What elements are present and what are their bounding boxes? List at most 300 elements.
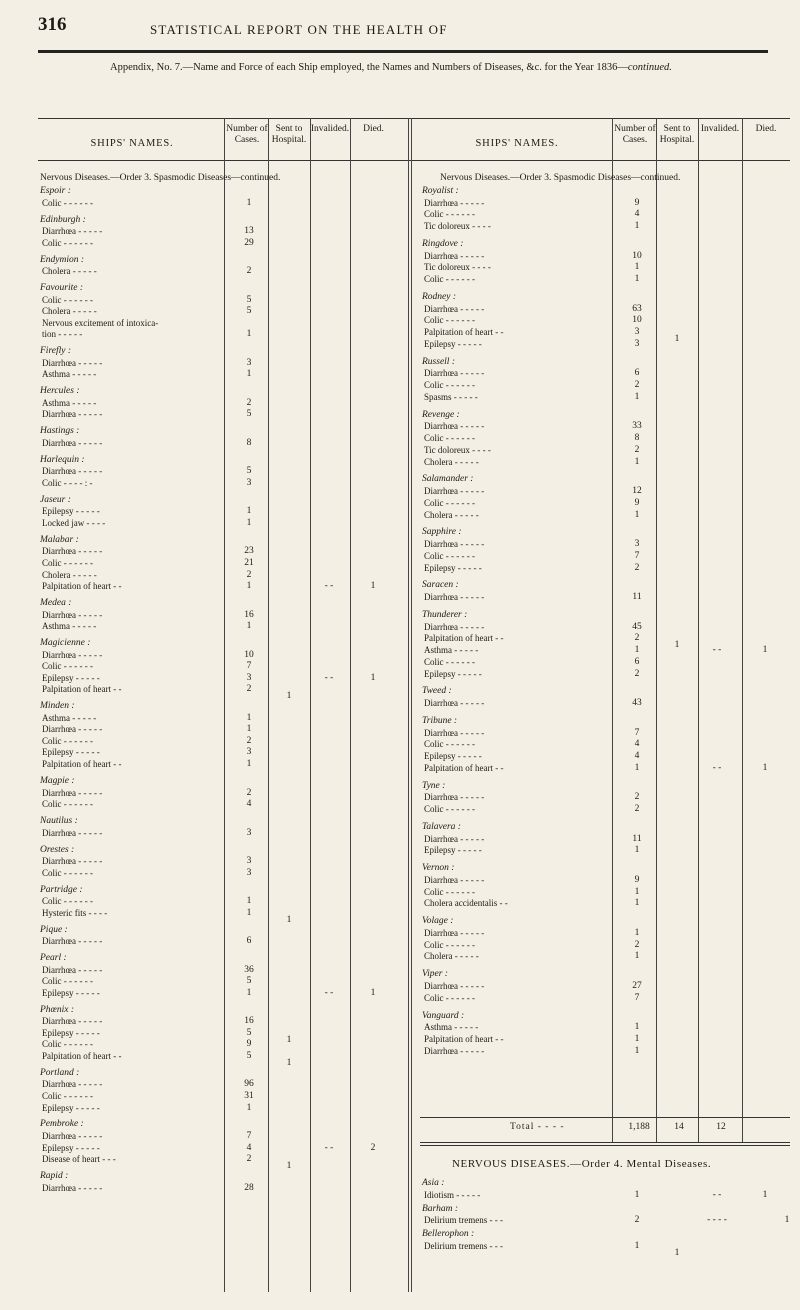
- right-disease-row: Colic - - - - - -: [424, 939, 475, 950]
- left-disease-row: Diarrhœa - - - - -: [42, 724, 103, 735]
- right-ship-name: Thunderer :: [422, 610, 468, 620]
- right-cases-value: 2: [634, 668, 640, 679]
- right-col-rule-2: [698, 118, 699, 1142]
- right-header-cases: Number of Cases.: [614, 124, 656, 145]
- right-disease-row: Diarrhœa - - - - -: [424, 592, 485, 603]
- left-ship-name: Minden :: [40, 701, 75, 712]
- right-cases-value: 2: [634, 562, 640, 573]
- left-ship-name: Malabar :: [40, 534, 79, 545]
- left-hospital-value: 1: [286, 1034, 292, 1045]
- left-cases-value: 4: [246, 799, 252, 810]
- left-header-invalided: Invalided.: [310, 124, 350, 134]
- right-disease-row: Epilepsy - - - - -: [424, 338, 482, 349]
- total-cases: 1,188: [628, 1122, 650, 1132]
- right-header-ships: SHIPS' NAMES.: [475, 138, 559, 149]
- left-invalided-value: - -: [324, 581, 334, 592]
- left-cases-value: 16: [244, 1016, 254, 1027]
- left-disease-row: Diarrhœa - - - - -: [42, 936, 103, 947]
- right-cases-value: 10: [632, 250, 642, 261]
- right-cases-value: 1: [634, 898, 640, 909]
- left-cases-value: 1: [246, 581, 252, 592]
- right-ship-name: Volage :: [422, 916, 454, 927]
- left-disease-row: Diarrhœa - - - - -: [42, 409, 103, 420]
- right-disease-row: Colic - - - - - -: [424, 992, 475, 1003]
- order4-ship-name: Asia :: [422, 1178, 445, 1188]
- center-divider: [408, 118, 409, 1292]
- left-disease-row: Colic - - - - - -: [42, 735, 93, 746]
- right-disease-row: Epilepsy - - - - -: [424, 751, 482, 762]
- left-disease-row: Colic - - - - - -: [42, 661, 93, 672]
- right-disease-row: Tic doloreux - - - -: [424, 444, 491, 455]
- right-header-died: Died.: [755, 124, 777, 134]
- left-col-rule-3: [350, 118, 351, 1292]
- left-cases-value: 31: [244, 1090, 254, 1101]
- subtitle-cont: continued.: [627, 62, 672, 73]
- left-disease-row: Colic - - - - - -: [42, 558, 93, 568]
- left-header-hospital: Sent to Hospital.: [271, 124, 307, 145]
- order4-invalided-value: - -: [712, 1189, 722, 1200]
- right-disease-row: Epilepsy - - - - -: [424, 562, 482, 573]
- right-ship-name: Rodney :: [422, 292, 457, 302]
- left-cases-value: 5: [246, 306, 252, 317]
- left-ship-name: Magicienne :: [40, 638, 91, 649]
- left-cases-value: 2: [246, 569, 252, 580]
- right-disease-row: Diarrhœa - - - - -: [424, 303, 485, 314]
- left-disease-row: Asthma - - - - -: [42, 712, 97, 723]
- left-ship-name: Harlequin :: [40, 454, 85, 465]
- left-cases-value: 1: [246, 724, 252, 735]
- right-cases-value: 10: [632, 315, 642, 326]
- left-col-rule-0: [224, 118, 225, 1292]
- left-hospital-value: 1: [286, 1161, 292, 1172]
- right-header-hospital: Sent to Hospital.: [659, 124, 695, 145]
- right-ship-name: Russell :: [422, 356, 455, 367]
- right-disease-row: Epilepsy - - - - -: [424, 668, 482, 679]
- right-cases-value: 2: [634, 792, 640, 803]
- left-ship-name: Jaseur :: [40, 494, 71, 505]
- left-cases-value: 5: [246, 294, 252, 305]
- left-died-value: 2: [370, 1142, 376, 1153]
- left-disease-row: Colic - - - - - -: [42, 294, 93, 305]
- left-section-heading: Nervous Diseases.—Order 3. Spasmodic Diseases—continued.: [40, 173, 281, 183]
- right-cases-value: 7: [634, 550, 640, 561]
- left-died-value: 1: [370, 987, 376, 998]
- left-disease-row: Epilepsy - - - - -: [42, 1102, 100, 1113]
- left-ship-name: Orestes :: [40, 844, 75, 855]
- right-disease-row: Diarrhœa - - - - -: [424, 792, 485, 803]
- left-ship-name: Rapid :: [40, 1171, 69, 1182]
- right-cases-value: 1: [634, 274, 640, 285]
- left-ship-name: Portland :: [40, 1067, 80, 1078]
- right-ship-name: Vernon :: [422, 863, 455, 874]
- left-cases-value: 28: [244, 1182, 254, 1193]
- left-disease-row: Locked jaw - - - -: [42, 517, 106, 528]
- order4-heading: NERVOUS DISEASES.—Order 4. Mental Diseases.: [452, 1158, 712, 1170]
- right-died-value: 1: [762, 762, 768, 773]
- running-head: STATISTICAL REPORT ON THE HEALTH OF: [150, 22, 448, 37]
- right-cases-value: 4: [634, 209, 640, 220]
- left-disease-row: Diarrhœa - - - - -: [42, 649, 103, 660]
- left-ship-name: Pearl :: [40, 953, 67, 964]
- right-cases-value: 63: [632, 303, 642, 314]
- right-ship-name: Saracen :: [422, 580, 459, 591]
- right-cases-value: 7: [634, 727, 640, 738]
- left-cases-value: 1: [246, 621, 252, 632]
- right-died-value: 1: [762, 645, 768, 656]
- right-cases-value: 1: [634, 391, 640, 402]
- order4-ship-name: Bellerophon :: [422, 1229, 475, 1240]
- right-disease-row: Colic - - - - - -: [424, 209, 475, 220]
- left-disease-row: Colic - - - - - -: [42, 237, 93, 248]
- right-cases-value: 33: [632, 421, 642, 432]
- left-cases-value: 3: [246, 357, 252, 368]
- left-cases-value: 1: [246, 197, 252, 208]
- left-disease-row: Diarrhœa - - - - -: [42, 1079, 103, 1090]
- right-disease-row: Diarrhœa - - - - -: [424, 875, 485, 885]
- left-disease-row: Colic - - - - - -: [42, 799, 93, 810]
- right-ship-name: Royalist :: [422, 186, 459, 196]
- left-disease-row: Epilepsy - - - - -: [42, 1027, 100, 1038]
- right-disease-row: Colic - - - - - -: [424, 380, 475, 391]
- right-header-invalided: Invalided.: [700, 124, 740, 134]
- right-cases-value: 7: [634, 992, 640, 1003]
- right-ship-name: Talavera :: [422, 822, 461, 832]
- right-cases-value: 1: [634, 845, 640, 856]
- right-disease-row: Diarrhœa - - - - -: [424, 621, 485, 632]
- right-cases-value: 1: [634, 928, 640, 938]
- left-disease-row: Palpitation of heart - -: [42, 759, 122, 769]
- left-cases-value: 1: [246, 369, 252, 380]
- right-cases-value: 9: [634, 875, 640, 885]
- left-cases-value: 8: [246, 437, 252, 448]
- right-invalided-value: - -: [712, 762, 722, 773]
- left-ship-name: Nautilus :: [40, 816, 78, 826]
- right-invalided-value: - -: [712, 645, 722, 656]
- left-disease-row: Diarrhœa - - - - -: [42, 437, 103, 448]
- right-disease-row: Asthma - - - - -: [424, 1022, 479, 1033]
- right-cases-value: 1: [634, 951, 640, 962]
- page-number: 316: [38, 14, 67, 35]
- right-disease-row: Spasms - - - - -: [424, 391, 478, 402]
- left-disease-row: Epilepsy - - - - -: [42, 747, 100, 758]
- left-header-ships: SHIPS' NAMES.: [90, 138, 174, 149]
- order4-died-value-extra: 1: [784, 1215, 790, 1226]
- left-ship-name: Medea :: [40, 598, 72, 609]
- right-disease-row: Colic - - - - - -: [424, 315, 475, 326]
- left-cases-value: 36: [244, 964, 254, 975]
- left-disease-row: Epilepsy - - - - -: [42, 987, 100, 998]
- right-disease-row: Palpitation of heart - -: [424, 327, 504, 338]
- order4-cases-value: 2: [634, 1215, 640, 1226]
- right-cases-value: 11: [632, 833, 642, 844]
- center-divider-2: [411, 118, 412, 1292]
- left-disease-row: Disease of heart - - -: [42, 1154, 116, 1165]
- left-ship-name: Hastings :: [40, 426, 80, 437]
- right-disease-row: Diarrhœa - - - - -: [424, 421, 485, 432]
- subtitle-appendix: Appendix, No. 7.: [110, 62, 183, 73]
- right-disease-row: Diarrhœa - - - - -: [424, 727, 485, 738]
- left-ship-name: Edinburgh :: [40, 214, 86, 225]
- right-disease-row: Colic - - - - - -: [424, 886, 475, 897]
- left-disease-row: Diarrhœa - - - - -: [42, 546, 103, 557]
- subtitle: [110, 62, 672, 73]
- right-disease-row: Diarrhœa - - - - -: [424, 981, 485, 991]
- right-section-heading: Nervous Diseases.—Order 3. Spasmodic Diseases—continued.: [440, 173, 681, 183]
- left-cases-value: 2: [246, 1154, 252, 1165]
- right-disease-row: Diarrhœa - - - - -: [424, 197, 485, 208]
- right-cases-value: 6: [634, 656, 640, 667]
- left-disease-row: Colic - - - - - -: [42, 976, 93, 987]
- right-cases-value: 9: [634, 197, 640, 208]
- left-disease-row: Hysteric fits - - - -: [42, 907, 108, 918]
- right-cases-value: 1: [634, 762, 640, 773]
- left-invalided-value: - -: [324, 987, 334, 998]
- left-disease-row: Colic - - - - - -: [42, 1090, 93, 1101]
- right-ship-name: Revenge :: [422, 409, 460, 420]
- left-cases-value: 2: [246, 787, 252, 798]
- table-top-rule: [38, 118, 790, 119]
- total-bottom-rule-2: [420, 1145, 790, 1146]
- left-invalided-value: - -: [324, 672, 334, 683]
- right-ship-name: Tweed :: [422, 686, 452, 697]
- left-disease-row: Colic - - - - - -: [42, 1039, 93, 1050]
- left-cases-value: 9: [246, 1039, 252, 1050]
- right-cases-value: 3: [634, 327, 640, 338]
- left-invalided-value: - -: [324, 1142, 334, 1153]
- right-cases-value: 3: [634, 338, 640, 349]
- left-ship-name: Endymion :: [40, 254, 85, 265]
- left-disease-row: Diarrhœa - - - - -: [42, 1016, 103, 1027]
- right-disease-row: Cholera accidentalis - -: [424, 898, 508, 909]
- right-cases-value: 3: [634, 539, 640, 550]
- right-hospital-value: 1: [674, 334, 680, 345]
- right-cases-value: 2: [634, 444, 640, 455]
- right-disease-row: Colic - - - - - -: [424, 656, 475, 667]
- order4-disease-row: Delirium tremens - - -: [424, 1215, 503, 1226]
- right-cases-value: 1: [634, 456, 640, 467]
- right-disease-row: Epilepsy - - - - -: [424, 845, 482, 856]
- right-cases-value: 2: [634, 804, 640, 815]
- left-disease-row: Diarrhœa - - - - -: [42, 856, 103, 867]
- left-cases-value: 10: [244, 649, 254, 660]
- left-cases-value: 13: [244, 226, 254, 237]
- left-hospital-value: 1: [286, 1057, 292, 1068]
- left-cases-value: 1: [246, 517, 252, 528]
- left-cases-value: 7: [246, 1131, 252, 1141]
- left-ship-name: Pique :: [40, 924, 68, 935]
- left-disease-row: Nervous excitement of intoxica-: [42, 317, 159, 328]
- order4-died-value: 1: [762, 1189, 768, 1200]
- right-disease-row: Colic - - - - - -: [424, 550, 475, 561]
- left-ship-name: Pembroke :: [40, 1119, 84, 1130]
- left-disease-row: Epilepsy - - - - -: [42, 506, 100, 517]
- order4-disease-row: Delirium tremens - - -: [424, 1241, 503, 1251]
- left-cases-value: 7: [246, 661, 252, 672]
- right-cases-value: 4: [634, 751, 640, 762]
- total-invalided: 12: [716, 1122, 726, 1132]
- right-cases-value: 1: [634, 1045, 640, 1056]
- right-col-rule-0: [612, 118, 613, 1142]
- left-cases-value: 96: [244, 1079, 254, 1090]
- left-disease-row: Colic - - - - - -: [42, 867, 93, 878]
- right-cases-value: 2: [634, 939, 640, 950]
- left-disease-row: Colic - - - - : -: [42, 477, 93, 488]
- left-cases-value: 5: [246, 409, 252, 420]
- left-ship-name: Favourite :: [40, 283, 84, 294]
- right-cases-value: 1: [634, 221, 640, 232]
- left-disease-row: Diarrhœa - - - - -: [42, 827, 103, 838]
- left-disease-row: Cholera - - - - -: [42, 306, 97, 317]
- right-ship-name: Salamander :: [422, 474, 474, 485]
- right-disease-row: Palpitation of heart - -: [424, 762, 504, 773]
- left-cases-value: 3: [246, 747, 252, 758]
- left-disease-row: Diarrhœa - - - - -: [42, 787, 103, 798]
- left-cases-value: 1: [246, 987, 252, 998]
- left-cases-value: 3: [246, 856, 252, 867]
- right-disease-row: Diarrhœa - - - - -: [424, 250, 485, 261]
- order4-cases-value: 1: [634, 1189, 640, 1200]
- left-cases-value: 4: [246, 1142, 252, 1153]
- left-disease-row: Diarrhœa - - - - -: [42, 226, 103, 237]
- left-disease-row: Colic - - - - - -: [42, 896, 93, 907]
- left-cases-value: 5: [246, 466, 252, 477]
- order4-disease-row: Idiotism - - - - -: [424, 1189, 481, 1200]
- right-ship-name: Tribune :: [422, 716, 458, 726]
- right-cases-value: 2: [634, 633, 640, 644]
- right-ship-name: Vanguard :: [422, 1010, 465, 1021]
- left-disease-row: Colic - - - - - -: [42, 197, 93, 208]
- order4-ship-name: Barham :: [422, 1203, 458, 1214]
- right-disease-row: Colic - - - - - -: [424, 497, 475, 508]
- left-disease-row: Diarrhœa - - - - -: [42, 466, 103, 477]
- right-cases-value: 1: [634, 262, 640, 273]
- right-cases-value: 45: [632, 621, 642, 632]
- right-cases-value: 1: [634, 645, 640, 656]
- left-cases-value: 2: [246, 266, 252, 277]
- left-disease-row: Asthma - - - - -: [42, 621, 97, 632]
- left-col-rule-2: [310, 118, 311, 1292]
- left-disease-row: Cholera - - - - -: [42, 266, 97, 277]
- left-cases-value: 5: [246, 1027, 252, 1038]
- right-disease-row: Diarrhœa - - - - -: [424, 698, 485, 709]
- left-disease-row: Epilepsy - - - - -: [42, 1142, 100, 1153]
- left-col-rule-1: [268, 118, 269, 1292]
- left-cases-value: 3: [246, 827, 252, 838]
- left-cases-value: 1: [246, 907, 252, 918]
- right-cases-value: 1: [634, 886, 640, 897]
- right-disease-row: Cholera - - - - -: [424, 509, 479, 520]
- right-disease-row: Tic doloreux - - - -: [424, 262, 491, 273]
- total-bottom-rule: [420, 1142, 790, 1143]
- right-cases-value: 6: [634, 368, 640, 379]
- right-disease-row: Colic - - - - - -: [424, 804, 475, 815]
- right-cases-value: 2: [634, 380, 640, 391]
- left-cases-value: 3: [246, 672, 252, 683]
- left-disease-row: tion - - - - -: [42, 329, 83, 340]
- left-disease-row: Palpitation of heart - -: [42, 581, 122, 592]
- total-label: Total - - - -: [510, 1122, 565, 1132]
- right-cases-value: 1: [634, 1022, 640, 1033]
- right-cases-value: 9: [634, 497, 640, 508]
- right-disease-row: Palpitation of heart - -: [424, 633, 504, 644]
- left-disease-row: Asthma - - - - -: [42, 369, 97, 380]
- top-rule: [38, 50, 768, 53]
- table-header-rule: [38, 160, 790, 161]
- right-disease-row: Diarrhœa - - - - -: [424, 486, 485, 497]
- order4-hospital-value: 1: [674, 1248, 680, 1258]
- left-ship-name: Phœnix :: [40, 1004, 75, 1015]
- right-disease-row: Colic - - - - - -: [424, 739, 475, 750]
- left-disease-row: Diarrhœa - - - - -: [42, 357, 103, 368]
- right-cases-value: 1: [634, 1034, 640, 1044]
- left-cases-value: 5: [246, 1050, 252, 1061]
- right-ship-name: Tyne :: [422, 780, 446, 791]
- total-hospital: 14: [674, 1122, 684, 1132]
- right-disease-row: Diarrhœa - - - - -: [424, 833, 485, 844]
- right-disease-row: Asthma - - - - -: [424, 645, 479, 656]
- left-cases-value: 1: [246, 712, 252, 723]
- right-disease-row: Diarrhœa - - - - -: [424, 928, 485, 938]
- left-disease-row: Diarrhœa - - - - -: [42, 1131, 103, 1141]
- right-disease-row: Diarrhœa - - - - -: [424, 1045, 485, 1056]
- right-col-rule-1: [656, 118, 657, 1142]
- order4-cases-value: 1: [634, 1241, 640, 1251]
- left-disease-row: Palpitation of heart - -: [42, 1050, 122, 1061]
- left-cases-value: 2: [246, 397, 252, 408]
- right-ship-name: Ringdove :: [422, 239, 464, 249]
- right-ship-name: Sapphire :: [422, 527, 462, 538]
- right-cases-value: 4: [634, 739, 640, 750]
- left-hospital-value: 1: [286, 914, 292, 925]
- left-cases-value: 3: [246, 867, 252, 878]
- left-cases-value: 29: [244, 237, 254, 248]
- left-disease-row: Diarrhœa - - - - -: [42, 609, 103, 620]
- left-cases-value: 3: [246, 477, 252, 488]
- left-cases-value: 1: [246, 329, 252, 340]
- right-disease-row: Palpitation of heart - -: [424, 1034, 504, 1044]
- left-died-value: 1: [370, 581, 376, 592]
- left-ship-name: Espoir :: [40, 186, 71, 196]
- left-disease-row: Palpitation of heart - -: [42, 684, 122, 695]
- left-disease-row: Epilepsy - - - - -: [42, 672, 100, 683]
- right-cases-value: 12: [632, 486, 642, 497]
- left-disease-row: Diarrhœa - - - - -: [42, 964, 103, 975]
- left-header-cases: Number of Cases.: [226, 124, 268, 145]
- left-hospital-value: 1: [286, 691, 292, 702]
- right-col-rule-3: [742, 118, 743, 1142]
- right-disease-row: Cholera - - - - -: [424, 456, 479, 467]
- right-ship-name: Viper :: [422, 969, 448, 980]
- left-disease-row: Cholera - - - - -: [42, 569, 97, 580]
- left-disease-row: Diarrhœa - - - - -: [42, 1182, 103, 1193]
- right-disease-row: Colic - - - - - -: [424, 433, 475, 444]
- left-cases-value: 16: [244, 609, 254, 620]
- left-cases-value: 2: [246, 684, 252, 695]
- left-header-died: Died.: [363, 124, 384, 134]
- right-disease-row: Colic - - - - - -: [424, 274, 475, 285]
- left-cases-value: 2: [246, 735, 252, 746]
- right-disease-row: Diarrhœa - - - - -: [424, 539, 485, 550]
- right-disease-row: Tic doloreux - - - -: [424, 221, 491, 232]
- left-ship-name: Firefly :: [40, 346, 72, 357]
- right-cases-value: 43: [632, 698, 642, 709]
- left-cases-value: 23: [244, 546, 254, 557]
- right-cases-value: 1: [634, 509, 640, 520]
- left-ship-name: Hercules :: [40, 386, 80, 397]
- right-cases-value: 11: [632, 592, 642, 603]
- subtitle-text: —Name and Force of each Ship employed, the Names and Numbers of Diseases, &c. for the Year 1836—: [182, 62, 628, 73]
- left-cases-value: 5: [246, 976, 252, 987]
